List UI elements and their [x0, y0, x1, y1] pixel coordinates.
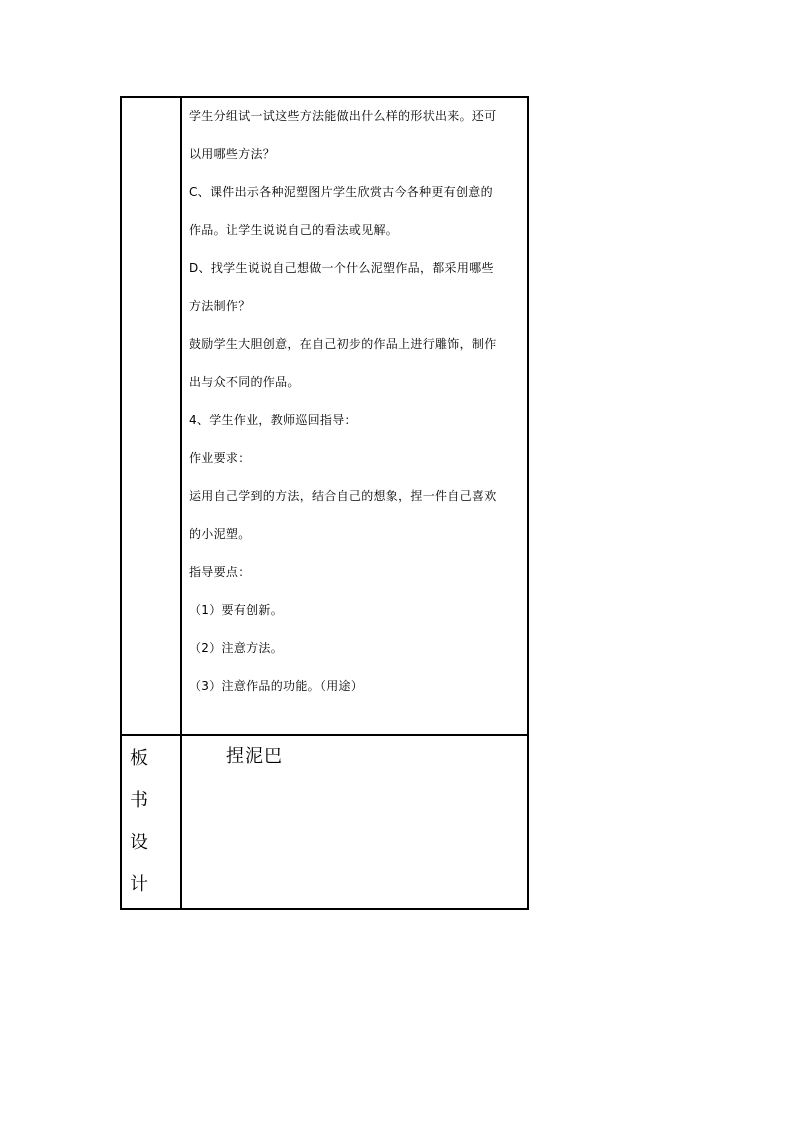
procedure-content-cell: [181, 97, 528, 735]
procedure-text: [182, 110, 527, 692]
procedure-line: 运用自己学到的方法，结合自己的想象，捏一件自己喜欢: [189, 489, 497, 503]
procedure-line: 学生分组试一试这些方法能做出什么样的形状出来。还可: [189, 109, 497, 123]
procedure-label-cell: [121, 97, 181, 735]
procedure-line: 以用哪些方法？: [189, 147, 276, 161]
procedure-line: 作品。让学生说说自己的看法或见解。: [189, 223, 399, 237]
procedure-line: 4、学生作业，教师巡回指导：: [189, 413, 357, 427]
procedure-line: C、课件出示各种泥塑图片学生欣赏古今各种更有创意的: [189, 185, 493, 199]
procedure-line: D、找学生说说自己想做一个什么泥塑作品，都采用哪些: [189, 261, 494, 275]
board-label-char: 计: [130, 874, 148, 895]
procedure-line: 鼓励学生大胆创意，在自己初步的作品上进行雕饰，制作: [189, 337, 497, 351]
procedure-line: 方法制作？: [189, 299, 251, 313]
procedure-line: （1）要有创新。: [189, 603, 284, 617]
procedure-line: 指导要点：: [189, 565, 251, 579]
board-design-title: 捏泥巴: [226, 746, 283, 767]
procedure-line: 作业要求：: [189, 451, 251, 465]
procedure-line: 出与众不同的作品。: [189, 375, 300, 389]
board-label-char: 板: [130, 748, 148, 769]
board-label-char: 书: [130, 790, 148, 811]
procedure-line: （3）注意作品的功能。（用途）: [189, 679, 364, 693]
procedure-line: （2）注意方法。: [189, 641, 284, 655]
board-design-label-cell: [121, 735, 181, 909]
board-design-row: [121, 735, 528, 909]
board-label-char: 设: [130, 832, 148, 853]
procedure-line: 的小泥塑。: [189, 527, 251, 541]
lesson-plan-table: [120, 96, 529, 910]
procedure-row: [121, 97, 528, 735]
